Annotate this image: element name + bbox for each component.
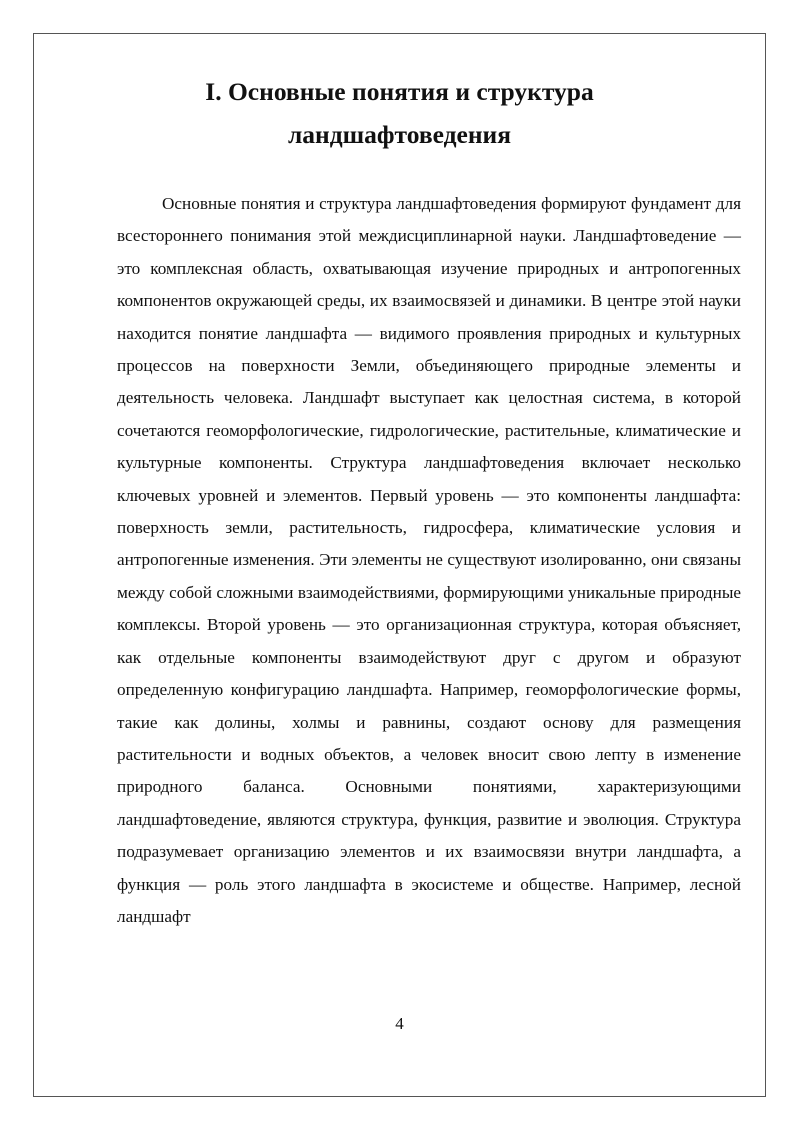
page-number: 4 [395, 1014, 404, 1033]
title-line-2: ландшафтоведения [287, 120, 512, 149]
body-paragraph: Основные понятия и структура ландшафтоведения формируют фундамент для всестороннего понимания этой междисциплинарной науки. Ландшафтоведение — это комплексная область, охватывающая изучение природных и антропогенных компонентов окружающей среды, их взаимосвязей и динамики. В центре этой науки находится понятие ландшафта — видимого проявления природных и культурных процессов на поверхности Земли, объединяющего природные элементы и деятельность человека. Ландшафт выступает как целостная система, в которой сочетаются геоморфологические, гидрологические, растительные, климатические и культурные компоненты. Структура ландшафтоведения включает несколько ключевых уровней и элементов. Первый уровень — это компоненты ландшафта: поверхность земли, растительность, гидросфера, климатические условия и антропогенные изменения. Эти элементы не существуют изолированно, они связаны между собой сложными взаимодействиями, формирующими уникальные природные комплексы. Второй уровень — это организационная структура, которая объясняет, как отдельные компоненты взаимодействуют друг с другом и образуют определенную конфигурацию ландшафта. Например, геоморфологические формы, такие как долины, холмы и равнины, создают основу для размещения растительности и водных объектов, а человек вносит свою лепту в изменение природного баланса. Основными понятиями, характеризующими ландшафтоведение, являются структура, функция, развитие и эволюция. Структура подразумевает организацию элементов и их взаимосвязи внутри ландшафта, а функция — роль этого ландшафта в экосистеме и обществе. Например, лесной ландшафт [117, 194, 741, 926]
title-line-1: I. Основные понятия и структура [205, 77, 594, 106]
page-title [33, 70, 766, 156]
